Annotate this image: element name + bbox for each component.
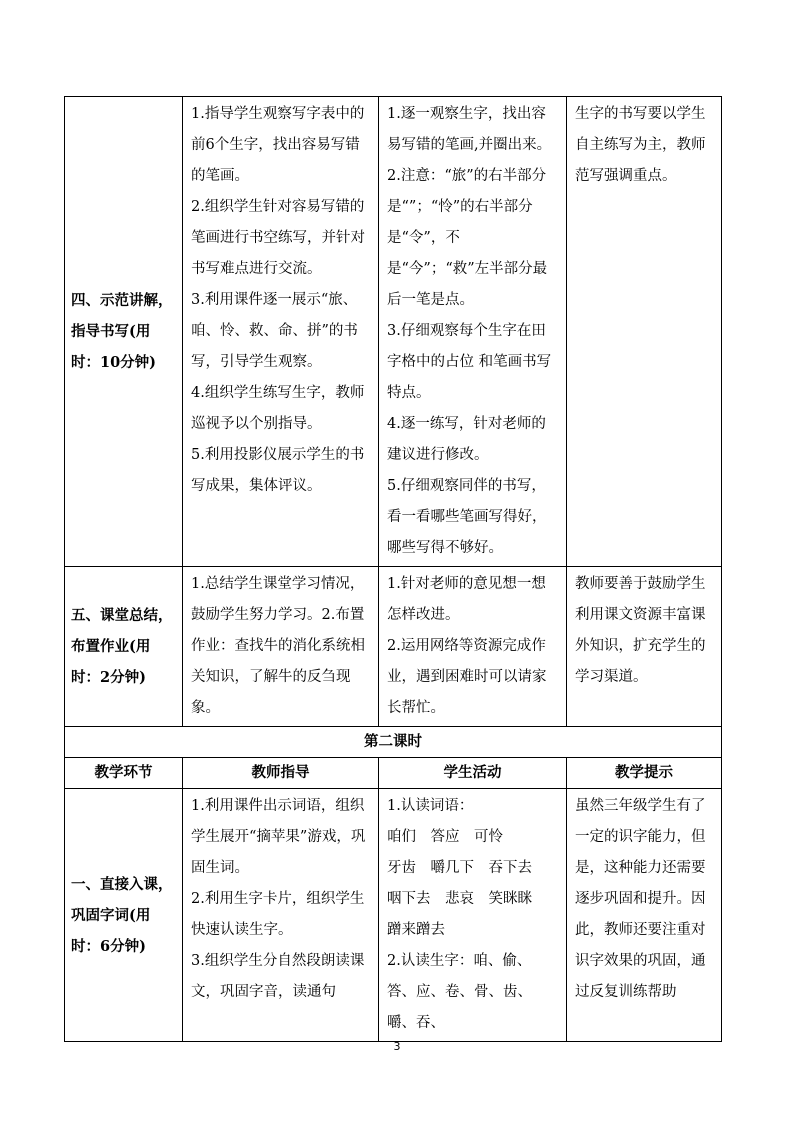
student-item: 5.仔细观察同伴的书写，看一看哪些笔画写得好，哪些写得不够好。 [387,478,547,556]
student-item: 咽下去 悲哀 笑眯眯 [387,891,532,907]
tip-item: 教师要善于鼓励学生利用课文资源丰富课外知识，扩充学生的学习渠道。 [575,576,706,685]
tip-item: 虽然三年级学生有了一定的识字能力，但是，这种能力还需要逐步巩固和提升。因此，教师还要注重对识字效果的巩固，通过反复训练帮助 [575,798,706,1000]
stage-cell: 一、直接入课，巩固字词(用时：6分钟) [65,789,183,1042]
header-stage: 教学环节 [65,758,183,789]
student-item: 牙齿 嚼几下 吞下去 [387,860,532,876]
table-row [65,97,722,567]
teacher-item: 2.利用生字卡片，组织学生快速认读生字。 [191,891,365,938]
student-item: 3.仔细观察每个生字在田字格中的占位 和笔画书写特点。 [387,323,552,401]
teacher-item: 1.指导学生观察写字表中的前6个生字，找出容易写错的笔画。 [191,106,365,184]
stage-cell: 五、课堂总结，布置作业(用时：2分钟) [65,567,183,727]
lesson-plan-table [64,96,722,1042]
header-teacher: 教师指导 [183,758,379,789]
stage-cell: 四、示范讲解，指导书写(用时：10分钟) [65,97,183,567]
table-row [65,789,722,1042]
teaching-tip-cell [567,567,722,727]
student-activity-cell [379,97,567,567]
table-row [65,727,722,758]
student-item: 1.针对老师的意见想一想怎样改进。 [387,576,546,623]
teacher-guidance-cell [183,789,379,1042]
student-activity-cell [379,789,567,1042]
teaching-tip-cell [567,97,722,567]
teacher-item: 1.利用课件出示词语，组织学生展开“摘苹果”游戏，巩固生词。 [191,798,366,876]
student-item: 咱们 答应 可怜 [387,829,503,845]
student-item: 2.注意：“旅”的右半部分是“”；“怜”的右半部分是“令”，不是“今”；“救”左半部分最后一笔是点。 [387,168,548,308]
student-activity-cell [379,567,567,727]
header-student: 学生活动 [379,758,567,789]
teacher-item: 4.组织学生练写生字，教师巡视予以个别指导。 [191,385,365,432]
student-item: 蹭来蹭去 [387,922,445,938]
teacher-guidance-cell [183,97,379,567]
lesson-title: 第二课时 [65,727,722,758]
student-item: 2.认读生字：咱、偷、答、应、卷、骨、齿、嚼、吞、 [387,953,532,1031]
teacher-guidance-cell [183,567,379,727]
teaching-tip-cell [567,789,722,1042]
student-item: 1.逐一观察生字，找出容易写错的笔画,并圈出来。 [387,106,552,153]
teacher-item: 2.组织学生针对容易写错的笔画进行书空练写，并针对书写难点进行交流。 [191,199,365,277]
student-item: 4.逐一练写，针对老师的建议进行修改。 [387,416,546,463]
teacher-item: 5.利用投影仪展示学生的书写成果，集体评议。 [191,447,365,494]
page-number: 3 [393,1040,401,1053]
table-row [65,567,722,727]
header-tip: 教学提示 [567,758,722,789]
tip-item: 生字的书写要以学生自主练写为主，教师范写强调重点。 [575,106,706,184]
student-item: 1.认读词语： [387,798,474,814]
teacher-item: 3.利用课件逐一展示“旅、咱、怜、救、命、拼”的书写，引导学生观察。 [191,292,358,370]
student-item: 2.运用网络等资源完成作业，遇到困难时可以请家长帮忙。 [387,638,547,716]
teacher-item: 1.总结学生课堂学习情况，鼓励学生努力学习。2.布置作业：查找牛的消化系统相关知识，了解牛的反刍现象。 [191,576,365,716]
header-row [65,758,722,789]
teacher-item: 3.组织学生分自然段朗读课文，巩固字音，读通句 [191,953,365,1000]
